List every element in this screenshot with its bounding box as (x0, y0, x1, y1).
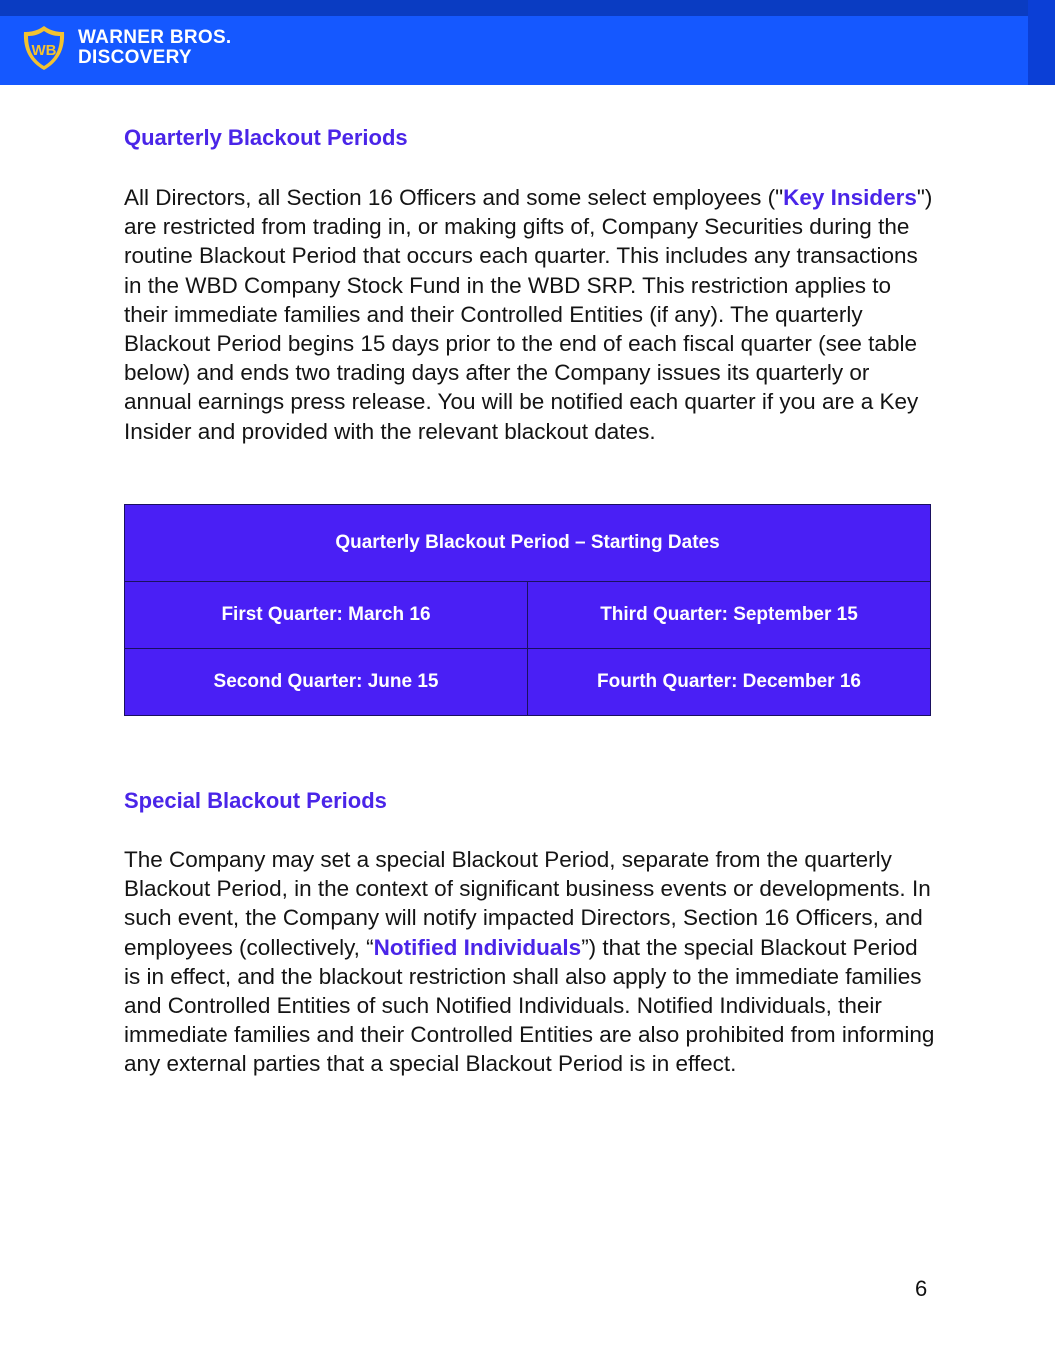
brand-wordmark (78, 28, 232, 68)
quarterly-section-title: Quarterly Blackout Periods (124, 125, 408, 150)
blackout-dates-table (124, 504, 931, 716)
special-paragraph (124, 845, 936, 1079)
table-row (125, 649, 931, 716)
wbd-shield-logo-icon (20, 24, 68, 72)
quarterly-text-2: ") are restricted from trading in, or making gifts of, Company Securities during the routine Blackout Period that occurs each quarter. This includes any transactions in the WBD Company Stock Fund in the WBD SRP. This restriction applies to their immediate families and their Controlled Entities (if any). The quarterly Blackout Period begins 15 days prior to the end of each fiscal quarter (see table below) and ends two trading days after the Company issues its quarterly or annual earnings press release. You will be notified each quarter if you are a Key Insider and provided with the relevant blackout dates. (124, 185, 933, 444)
special-text-1: The Company may set a special Blackout Period, separate from the quarterly Blackout Period, in the context of significant business events or developments. In such event, the Company will notify impacted Directors, Section 16 Officers, and employees (collectively, “ (124, 847, 931, 960)
table-cell: Third Quarter: September 15 (528, 582, 931, 649)
key-insiders-term: Key Insiders (783, 185, 917, 210)
quarterly-paragraph (124, 183, 936, 446)
special-text-2: ”) that the special Blackout Period is in effect, and the blackout restriction shall also apply to the immediate families and Controlled Entities of such Notified Individuals. Notified Individuals, their immediate families and their Controlled Entities are also prohibited from informing any external parties that a special Blackout Period is in effect. (124, 934, 935, 1077)
table-cell: Second Quarter: June 15 (125, 649, 528, 716)
brand-line-2: DISCOVERY (78, 47, 192, 68)
table-header: Quarterly Blackout Period – Starting Dates (125, 505, 931, 582)
quarterly-text-1: All Directors, all Section 16 Officers and some select employees (" (124, 185, 784, 210)
notified-individuals-term: Notified Individuals (373, 934, 582, 960)
table-header-row (125, 505, 931, 582)
brand-line-1: WARNER BROS. (78, 27, 232, 48)
page-header (0, 0, 1055, 85)
special-section-title: Special Blackout Periods (124, 788, 387, 813)
table-cell: Fourth Quarter: December 16 (528, 649, 931, 716)
table-cell: First Quarter: March 16 (125, 582, 528, 649)
shield-monogram: WB (31, 42, 57, 59)
header-edge (1028, 0, 1055, 85)
table-row (125, 582, 931, 649)
page-number: 6 (915, 1276, 928, 1301)
